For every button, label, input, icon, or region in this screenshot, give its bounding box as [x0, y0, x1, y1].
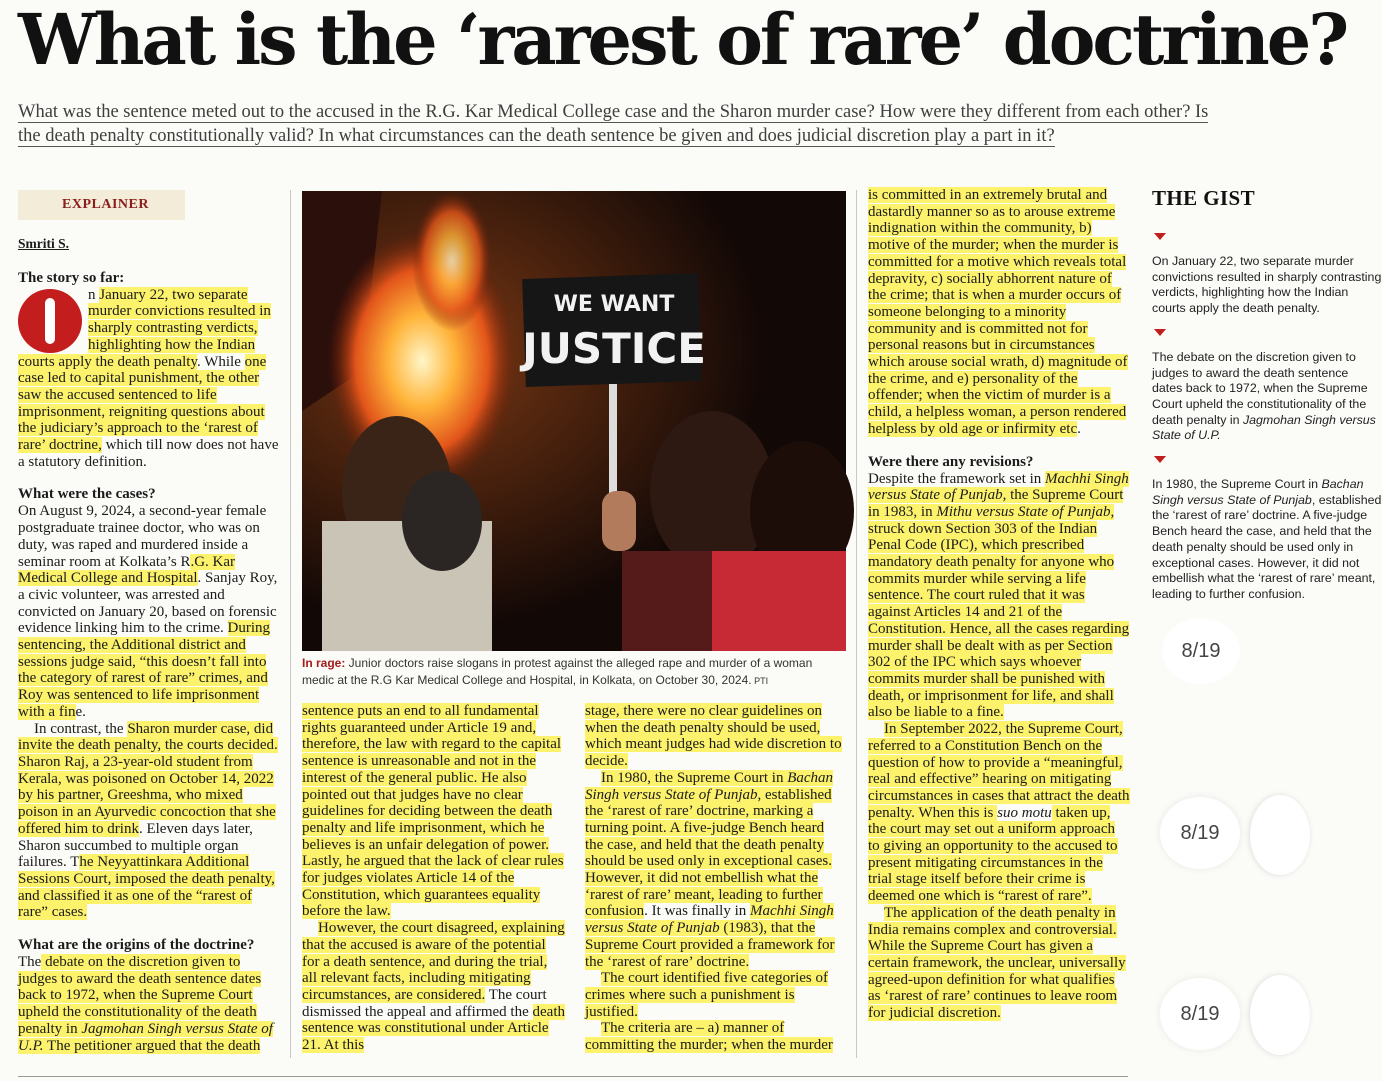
paragraph-five-categories: The court identified five categories of crimes where such a punishment is justified. — [585, 970, 828, 1020]
paragraph-petitioner: sentence puts an end to all fundamental rights guaranteed under Article 19 and, therefore, the law with regard to the capital sentence is unreasonable and not in the interest of the general public. He also pointed out that judges have no clear guidelines for deciding between the death penalty and life imprisonment, which he believes is an unfair delegation of power. Lastly, he argued that the lack of clear rules for judges violates Article 14 of the Constitution, which guarantees equality before the law. — [302, 703, 564, 920]
article-column-1 — [18, 190, 280, 1075]
protest-photo — [302, 191, 846, 651]
paragraph-criteria: The criteria are – a) manner of committing the murder; when the murder — [585, 1020, 833, 1054]
article-column-5 — [868, 187, 1130, 1067]
paragraph-criteria-cont: is committed in an extremely brutal and dastardly manner so as to arouse extreme indignation within the community, b) motive of the murder; when the murder is committed for a motive which reveals total depravity, c) socially abhorrent nature of the crime; that is when a murder occurs of someone belonging to a minority community and is committed not for personal reasons but in circumstances which arouse social wrath, d) magnitude of the crime, and e) personality of the offender; when the victim of murder is a child, a helpless woman, a person rendered helpless by old age or infirmity etc. — [868, 187, 1128, 437]
column-rule — [290, 190, 291, 1058]
next-page-button[interactable] — [1250, 795, 1310, 875]
standfirst-line-2: the death penalty constitutionally valid? In what circumstances can the death sentence be given and does judicial discretion play a part in it? — [18, 126, 1055, 146]
heading-cases: What were the cases? — [18, 486, 156, 503]
byline[interactable]: Smriti S. — [18, 236, 70, 251]
page-indicator[interactable]: 8/19 — [1160, 978, 1240, 1050]
dropcap-o-icon — [18, 289, 82, 353]
paragraph-cases: On August 9, 2024, a second-year female postgraduate trainee doctor, who was on duty, was raped and murdered inside a seminar room at Kolkata’s R.G. Kar Medical College and Hospital. Sanjay Roy, a civic volunteer, was arrested and convicted on January 20, based on forensic evidence linking him to the crime. During sentencing, the Additional district and sessions judge said, “this doesn’t fall into the category of rarest of rare” crimes, and Roy was sentenced to life imprisonment with a fine. — [18, 503, 278, 720]
standfirst-line-1: What was the sentence meted out to the accused in the R.G. Kar Medical College case and the Sharon murder case? How were they different from each other? Is — [18, 102, 1209, 122]
gist-item-1: On January 22, two separate murder convictions resulted in sharply contrasting verdicts, highlighting how the Indian courts apply the death penalty. — [1152, 254, 1382, 316]
column-rule — [856, 190, 857, 1058]
article-column-4 — [585, 703, 843, 1063]
placard-line-1: WE WANT — [553, 292, 675, 317]
gist-title: THE GIST — [1152, 186, 1255, 210]
paragraph-no-guidelines: stage, there were no clear guidelines on when the death penalty should be used, which meant judges had wide discretion to decide. — [585, 703, 842, 770]
red-triangle-icon — [1154, 233, 1166, 240]
page-indicator[interactable]: 8/19 — [1162, 618, 1240, 684]
paragraph-contrast: In contrast, the Sharon murder case, did invite the death penalty, the courts decided. Sharon Raj, a 23-year-old student from Kerala, was poisoned on October 14, 2022 by his partner, Greeshma, who mixed poison in an Ayurvedic concoction that she offered him to drink. Eleven days later, Sharon succumbed to multiple organ failures. The Neyyattinkara Additional Sessions Court, imposed the death penalty, and classified it as one of the “rarest of rare” cases. — [18, 720, 278, 921]
standfirst — [18, 100, 1233, 148]
headline: What is the ‘rarest of rare’ doctrine? — [18, 0, 1347, 81]
paragraph-conclusion: The application of the death penalty in India remains complex and controversial. While the Supreme Court has given a certain framework, the unclear, universally agreed-upon definition for what qualifies as ‘rarest of rare’ continues to leave room for judicial discretion. — [868, 904, 1126, 1022]
heading-story-so-far: The story so far: — [18, 269, 125, 286]
article-column-3 — [302, 703, 565, 1063]
paragraph-court-disagreed: However, the court disagreed, explaining that the accused is aware of the potential for a death sentence, and during the trial, all relevant facts, including mitigating circumstances, are considered. The court dismissed the appeal and affirmed the death sentence was constitutional under Article 21. At this — [302, 920, 565, 1054]
gist-item-3: In 1980, the Supreme Court in Bachan Singh versus State of Punjab, established the ‘rarest of rare’ doctrine. A five-judge Bench heard the case, and held that the death penalty should be used only in exceptional cases. However, it did not embellish what the ‘rarest of rare’ meant, leading to further confusion. — [1152, 477, 1382, 601]
heading-revisions: Were there any revisions? — [868, 453, 1034, 470]
paragraph-revisions: Despite the framework set in Machhi Singh versus State of Punjab, the Supreme Court in 1983, in Mithu versus State of Punjab, struck down Section 303 of the Indian Penal Code (IPC), which prescribed mandatory death penalty for anyone who commits murder while serving a life sentence. The court ruled that it was against Articles 14 and 21 of the Constitution. Hence, all the cases regarding murder shall be dealt with as per Section 302 of the IPC which says whoever commits murder shall be punished with death, or imprisonment for life, and shall also be liable to a fine. — [868, 470, 1130, 721]
red-triangle-icon — [1154, 456, 1166, 463]
bottom-rule — [18, 1076, 1128, 1077]
red-triangle-icon — [1154, 329, 1166, 336]
paragraph-bachan-singh: In 1980, the Supreme Court in Bachan Singh versus State of Punjab, established the ‘rarest of rare’ doctrine, marking a turning point. A five-judge Bench heard the case, and held that the death penalty should be used only in exceptional cases. However, it did not embellish what the ‘rarest of rare’ meant, leading to further confusion. It was finally in Machhi Singh versus State of Punjab (1983), that the Supreme Court provided a framework for the ‘rarest of rare’ doctrine. — [585, 769, 835, 970]
next-page-button[interactable] — [1250, 975, 1310, 1055]
paragraph-story: n January 22, two separate murder convictions resulted in sharply contrasting verdicts, highlighting how the Indian courts apply the death penalty. While one case led to capital punishment, the other saw the accused sentenced to life imprisonment, reigniting questions about the judiciary’s approach to the ‘rarest of rare’ doctrine, which till now does not have a statutory definition. — [18, 286, 279, 470]
gist-item-2: The debate on the discretion given to judges to award the death sentence dates back to 1972, when the Supreme Court upheld the constitutionality of the death penalty in Jagmohan Singh versus State of U.P. — [1152, 349, 1376, 443]
raised-fist — [602, 491, 636, 551]
placard-line-2: JUSTICE — [522, 324, 706, 373]
section-label: EXPLAINER — [18, 190, 185, 220]
paragraph-september-2022: In September 2022, the Supreme Court, referred to a Constitution Bench on the question of how to provide a “meaningful, real and effective” hearing on mitigating circumstances in cases that attract the death penalty. When this is suo motu taken up, the court may set out a uniform approach to giving an opportunity to the accused to present mitigating circumstances in the trial stage itself before their crime is deemed one which is “rarest of rare”. — [868, 721, 1130, 905]
heading-origins: What are the origins of the doctrine? — [18, 937, 255, 954]
protest-photo-illustration — [302, 191, 846, 651]
page-indicator[interactable]: 8/19 — [1160, 797, 1240, 869]
paragraph-origins: The debate on the discretion given to judges to award the death sentence dates back to 1972, when the Supreme Court upheld the constitutionality of the death penalty in Jagmohan Singh versus State of U.P. The petitioner argued that the death — [18, 954, 273, 1054]
photo-caption: In rage: Junior doctors raise slogans in protest against the alleged rape and murder of a woman medic at the R.G Kar Medical College and Hospital, in Kolkata, on October 30, 2024. PTI — [302, 656, 813, 687]
